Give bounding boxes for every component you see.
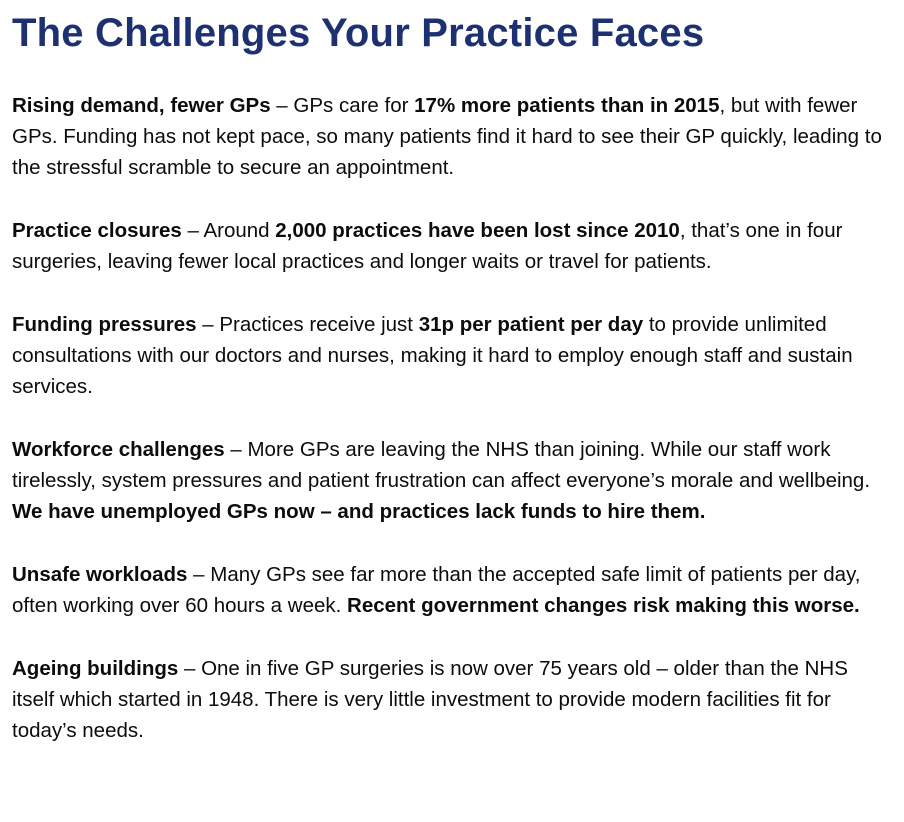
challenge-rising-demand [12,90,890,183]
challenge-unsafe-workloads [12,559,890,621]
challenge-text: Practices receive just [219,313,419,336]
challenge-text: to provide unlimited consultations with our doctors and nurses, making it hard to employ enough staff and sustain services. [12,313,853,398]
heading-dash: – [270,94,294,117]
challenge-text: Around [203,219,276,242]
heading-dash: – [187,563,211,586]
challenge-heading: Workforce challenges [12,438,225,461]
challenge-text: GPs care for [293,94,415,117]
challenge-highlight: 17% more patients than in 2015 [414,94,720,117]
challenge-highlight: 2,000 practices have been lost since 2010 [275,219,680,242]
challenge-heading: Ageing buildings [12,657,179,680]
heading-dash: – [178,657,202,680]
page-title: The Challenges Your Practice Faces [12,11,705,55]
challenge-highlight: We have unemployed GPs now – and practices lack funds to hire them. [12,500,706,523]
challenge-highlight: Recent government changes risk making this worse. [347,594,860,617]
challenge-workforce [12,434,890,527]
heading-dash: – [196,313,220,336]
challenge-heading: Unsafe workloads [12,563,188,586]
heading-dash: – [224,438,248,461]
challenge-practice-closures [12,215,890,277]
challenges-list [12,90,890,746]
challenge-funding-pressures [12,309,890,402]
challenge-ageing-buildings [12,653,890,746]
challenge-text: Many GPs see far more than the accepted safe limit of patients per day, often working over 60 hours a week. [12,563,861,617]
heading-dash: – [181,219,204,242]
challenge-heading: Rising demand, fewer GPs [12,94,271,117]
challenge-text: , but with fewer GPs. Funding has not kept pace, so many patients find it hard to see their GP quickly, leading to the stressful scramble to secure an appointment. [12,94,882,179]
challenge-heading: Practice closures [12,219,182,242]
challenge-text: One in five GP surgeries is now over 75 years old – older than the NHS itself which started in 1948. There is very little investment to provide modern facilities fit for today’s needs. [12,657,848,742]
challenge-text: More GPs are leaving the NHS than joining. While our staff work tirelessly, system pressures and patient frustration can affect everyone’s morale and wellbeing. [12,438,871,492]
challenge-text: , that’s one in four surgeries, leaving fewer local practices and longer waits or travel for patients. [12,219,843,273]
challenge-highlight: 31p per patient per day [418,313,644,336]
challenge-heading: Funding pressures [12,313,197,336]
